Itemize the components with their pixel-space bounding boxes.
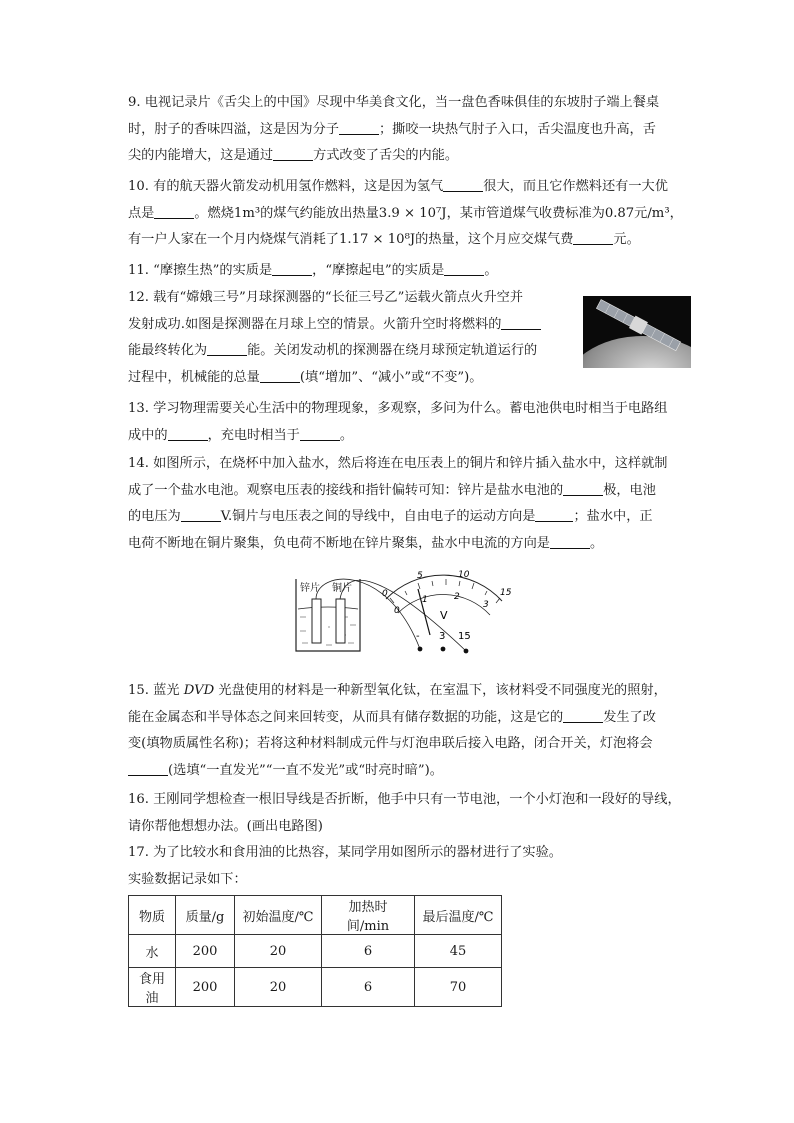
top-tick-5: 5 xyxy=(417,571,423,581)
q10-line-2: 点是 。燃烧1m³的煤气约能放出热量3.9 × 10⁷J，某市管道煤气收费标准为0.87元/m³， xyxy=(128,205,683,221)
question-9 xyxy=(128,90,688,170)
bottom-tick-3: 3 xyxy=(483,600,489,610)
question-17 xyxy=(128,840,688,893)
answer-blank[interactable] xyxy=(443,177,483,192)
question-16 xyxy=(128,787,688,840)
q10-line-1: 10. 有的航天器火箭发动机用氢作燃料，这是因为氢气 很大，而且它作燃料还有一大优 xyxy=(128,179,668,194)
bottom-tick-1: 1 xyxy=(422,595,428,605)
q14-line-2: 成了一个盐水电池。观察电压表的接线和指针偏转可知：锌片是盐水电池的 极，电池 xyxy=(128,482,656,498)
q16-line-1: 16. 王刚同学想检查一根旧导线是否折断，他手中只有一节电池，一个小灯泡和一段好的导线， xyxy=(128,792,681,807)
table-header: 加热时间/min xyxy=(322,896,415,935)
top-tick-10: 10 xyxy=(458,570,470,580)
answer-blank[interactable] xyxy=(181,507,221,522)
answer-blank[interactable] xyxy=(573,230,613,245)
question-15 xyxy=(128,678,688,784)
table-cell: 食用油 xyxy=(129,968,176,1007)
answer-blank[interactable] xyxy=(272,261,312,276)
table-row xyxy=(129,968,502,1007)
q12-line-4: 过程中，机械能的总量 (填“增加”、“减小”或“不变”)。 xyxy=(128,369,483,385)
answer-blank[interactable] xyxy=(563,481,603,496)
answer-blank[interactable] xyxy=(535,507,573,522)
answer-blank[interactable] xyxy=(339,120,379,135)
q9-line-3: 尖的内能增大，这是通过 方式改变了舌尖的内能。 xyxy=(128,148,459,163)
table-header: 质量/g xyxy=(176,896,235,935)
zinc-label: 锌片 xyxy=(300,583,320,594)
experiment-data-table xyxy=(128,895,502,1007)
lunar-probe-image xyxy=(583,296,691,368)
answer-blank[interactable] xyxy=(207,341,247,356)
voltmeter-unit: V xyxy=(440,609,448,622)
table-cell: 20 xyxy=(235,935,322,968)
q12-line-3: 能最终转化为 能。关闭发动机的探测器在绕月球预定轨道运行的 xyxy=(128,343,538,358)
q9-line-1: 9. 电视记录片《舌尖上的中国》尽现中华美食文化，当一盘色香味俱佳的东坡肘子端上餐桌 xyxy=(128,95,660,110)
answer-blank[interactable] xyxy=(563,708,603,723)
copper-plate xyxy=(336,599,345,643)
answer-blank[interactable] xyxy=(273,146,313,161)
table-cell: 6 xyxy=(322,935,415,968)
top-tick-15: 15 xyxy=(500,588,512,598)
answer-blank[interactable] xyxy=(154,204,194,219)
table-cell: 200 xyxy=(176,935,235,968)
question-10 xyxy=(128,174,688,254)
q17-line-1: 17. 为了比较水和食用油的比热容，某同学用如图所示的器材进行了实验。 xyxy=(128,845,562,860)
terminal-3 xyxy=(441,647,446,652)
table-header: 最后温度/℃ xyxy=(415,896,502,935)
q15-line-1: 15. 蓝光 DVD 光盘使用的材料是一种新型氧化钛，在室温下，该材料受不同强度光的照射， xyxy=(128,683,667,698)
answer-blank[interactable] xyxy=(501,315,541,330)
salt-water-surface xyxy=(298,607,358,609)
answer-blank[interactable] xyxy=(300,426,340,441)
question-14 xyxy=(128,451,688,557)
terminal-minus xyxy=(418,647,423,652)
table-cell: 45 xyxy=(415,935,502,968)
table-header-row xyxy=(129,896,502,935)
voltmeter xyxy=(382,570,512,635)
q10-line-3: 有一户人家在一个月内烧煤气消耗了1.17 × 10⁸J的热量，这个月应交煤气费 元。 xyxy=(128,232,640,247)
table-header: 物质 xyxy=(129,896,176,935)
q16-line-2: 请你帮他想想办法。(画出电路图) xyxy=(128,818,323,834)
table-cell: 20 xyxy=(235,968,322,1007)
q13-line-2: 成中的 ，充电时相当于 。 xyxy=(128,427,354,443)
q15-line-2: 能在金属态和半导体态之间来回转变，从而具有储存数据的功能，这是它的 发生了改 xyxy=(128,709,656,725)
terminal-minus-label: - xyxy=(416,631,420,642)
answer-blank[interactable] xyxy=(168,426,208,441)
q14-line-4: 电荷不断地在铜片聚集，负电荷不断地在锌片聚集，盐水中电流的方向是 。 xyxy=(128,535,604,551)
table-header: 初始温度/℃ xyxy=(235,896,322,935)
q15-line-3: 变(填物质属性名称)；若将这种材料制成元件与灯泡串联后接入电路，闭合开关，灯泡将会 xyxy=(128,736,653,751)
bottom-tick-0: 0 xyxy=(394,606,400,616)
q15-line-4: (选填“一直发光”“一直不发光”或“时亮时暗”)。 xyxy=(128,758,688,785)
question-12 xyxy=(128,285,573,391)
bottom-tick-2: 2 xyxy=(454,592,460,602)
q12-line-2: 发射成功.如图是探测器在月球上空的情景。火箭升空时将燃料的 xyxy=(128,312,573,339)
question-11: 11. “摩擦生热”的实质是 ，“摩擦起电”的实质是 。 xyxy=(128,263,498,278)
answer-blank[interactable] xyxy=(260,368,300,383)
top-tick-0: 0 xyxy=(382,589,388,599)
table-cell: 70 xyxy=(415,968,502,1007)
q14-line-3: 的电压为 V.铜片与电压表之间的导线中，自由电子的运动方向是 ；盐水中，正 xyxy=(128,509,653,524)
q17-line-2: 实验数据记录如下： xyxy=(128,871,247,887)
answer-blank[interactable] xyxy=(128,761,168,776)
question-13 xyxy=(128,396,688,449)
terminal-15-label: 15 xyxy=(458,631,471,642)
q9-line-2: 时，肘子的香味四溢，这是因为分子 ；撕咬一块热气肘子入口，舌尖温度也升高，舌 xyxy=(128,121,656,137)
salt-water-battery-figure xyxy=(290,565,530,665)
table-cell: 6 xyxy=(322,968,415,1007)
q13-line-1: 13. 学习物理需要关心生活中的物理现象，多观察，多问为什么。蓄电池供电时相当于电路组 xyxy=(128,401,668,416)
answer-blank[interactable] xyxy=(444,261,484,276)
table-cell: 水 xyxy=(129,935,176,968)
q14-line-1: 14. 如图所示，在烧杯中加入盐水，然后将连在电压表上的铜片和锌片插入盐水中，这样就制 xyxy=(128,456,668,471)
answer-blank[interactable] xyxy=(550,534,590,549)
terminal-15 xyxy=(464,649,469,654)
table-cell: 200 xyxy=(176,968,235,1007)
salt-water-hatch xyxy=(300,617,356,645)
table-row xyxy=(129,935,502,968)
q12-line-1: 12. 载有“嫦娥三号”月球探测器的“长征三号乙”运载火箭点火升空并 xyxy=(128,290,524,305)
copper-label: 铜片 xyxy=(332,583,352,594)
terminal-3-label: 3 xyxy=(439,631,446,642)
zinc-plate xyxy=(312,599,321,643)
